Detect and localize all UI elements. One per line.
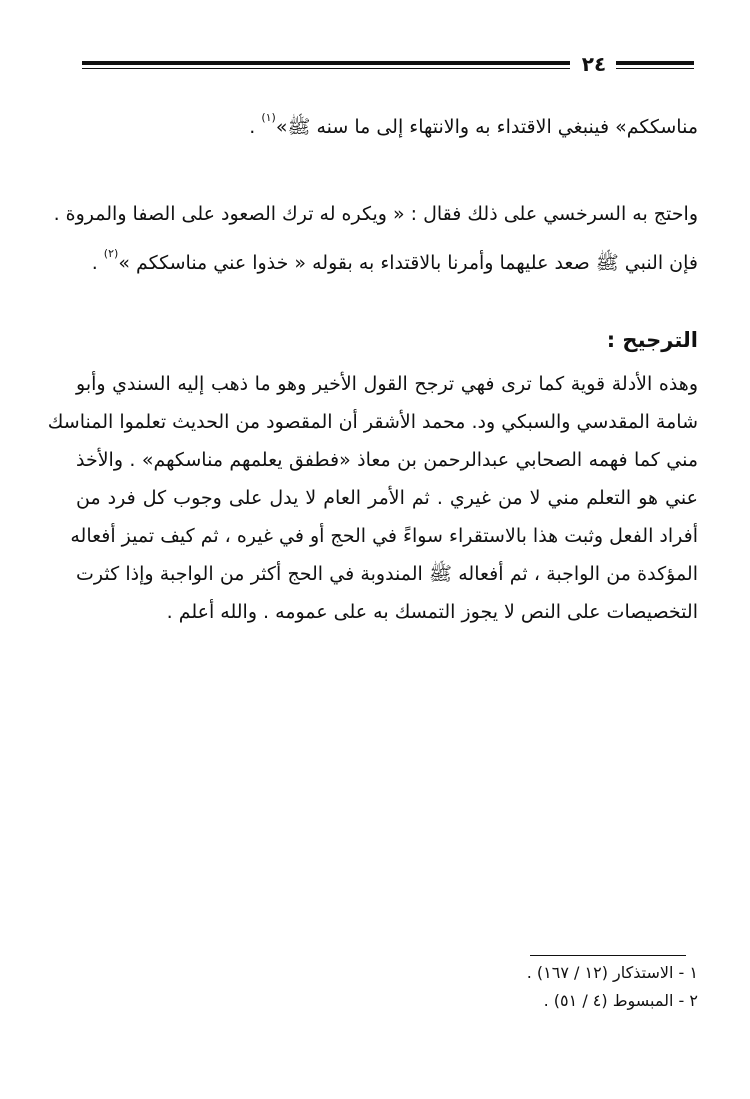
page-number: ٢٤ (581, 52, 607, 76)
sarakhsi-text: فإن النبي ﷺ صعد عليهما وأمرنا بالاقتداء به بقوله « خذوا عني مناسككم » (118, 252, 698, 274)
header-rule-thin-left (82, 68, 570, 69)
quote-line (76, 104, 698, 141)
header-rule-thin-right (616, 68, 694, 69)
tarjih-heading: الترجيح : (606, 328, 698, 352)
footnote-1: ١ - الاستذكار (١٢ / ١٦٧) . (526, 963, 698, 982)
sarakhsi-end: . (91, 252, 98, 274)
paragraph-line: أفراد الفعل وثبت هذا بالاستقراء سواءً في الحج أو في غيره ، ثم كيف تميز أفعاله (70, 525, 698, 547)
sarakhsi-line-1: واحتج به السرخسي على ذلك فقال : « ويكره له ترك الصعود على الصفا والمروة . (53, 203, 698, 225)
paragraph-line: شامة المقدسي والسبكي ود. محمد الأشقر أن المقصود من الحديث تعلموا المناسك (47, 411, 698, 433)
quote-end: . (249, 116, 256, 138)
header-rule-thick-left (82, 61, 570, 65)
paragraph-line: عني هو التعلم مني لا من غيري . ثم الأمر العام لا يدل على وجوب كل فرد من (76, 487, 698, 509)
sarakhsi-line-2 (76, 240, 698, 277)
paragraph-line: التخصيصات على النص لا يجوز التمسك به على عمومه . والله أعلم . (166, 601, 698, 623)
footnote-2: ٢ - المبسوط (٤ / ٥١) . (543, 991, 698, 1010)
quote-text: مناسككم» فينبغي الاقتداء به والانتهاء إلى ما سنه ﷺ» (275, 116, 698, 138)
footnote-ref-1: (١) (261, 111, 276, 124)
footnote-separator (530, 955, 686, 956)
paragraph-line: مني كما فهمه الصحابي عبدالرحمن بن معاذ «فطفق يعلمهم مناسكهم» . والأخذ (76, 449, 698, 471)
footnote-ref-2: (٢) (103, 247, 119, 260)
header-rule-thick-right (616, 61, 694, 65)
page-header (82, 52, 694, 76)
paragraph-line: المؤكدة من الواجبة ، ثم أفعاله ﷺ المندوبة في الحج أكثر من الواجبة وإذا كثرت (76, 563, 698, 585)
paragraph-line: وهذه الأدلة قوية كما ترى فهي ترجح القول الأخير وهو ما ذهب إليه السندي وأبو (76, 373, 698, 395)
